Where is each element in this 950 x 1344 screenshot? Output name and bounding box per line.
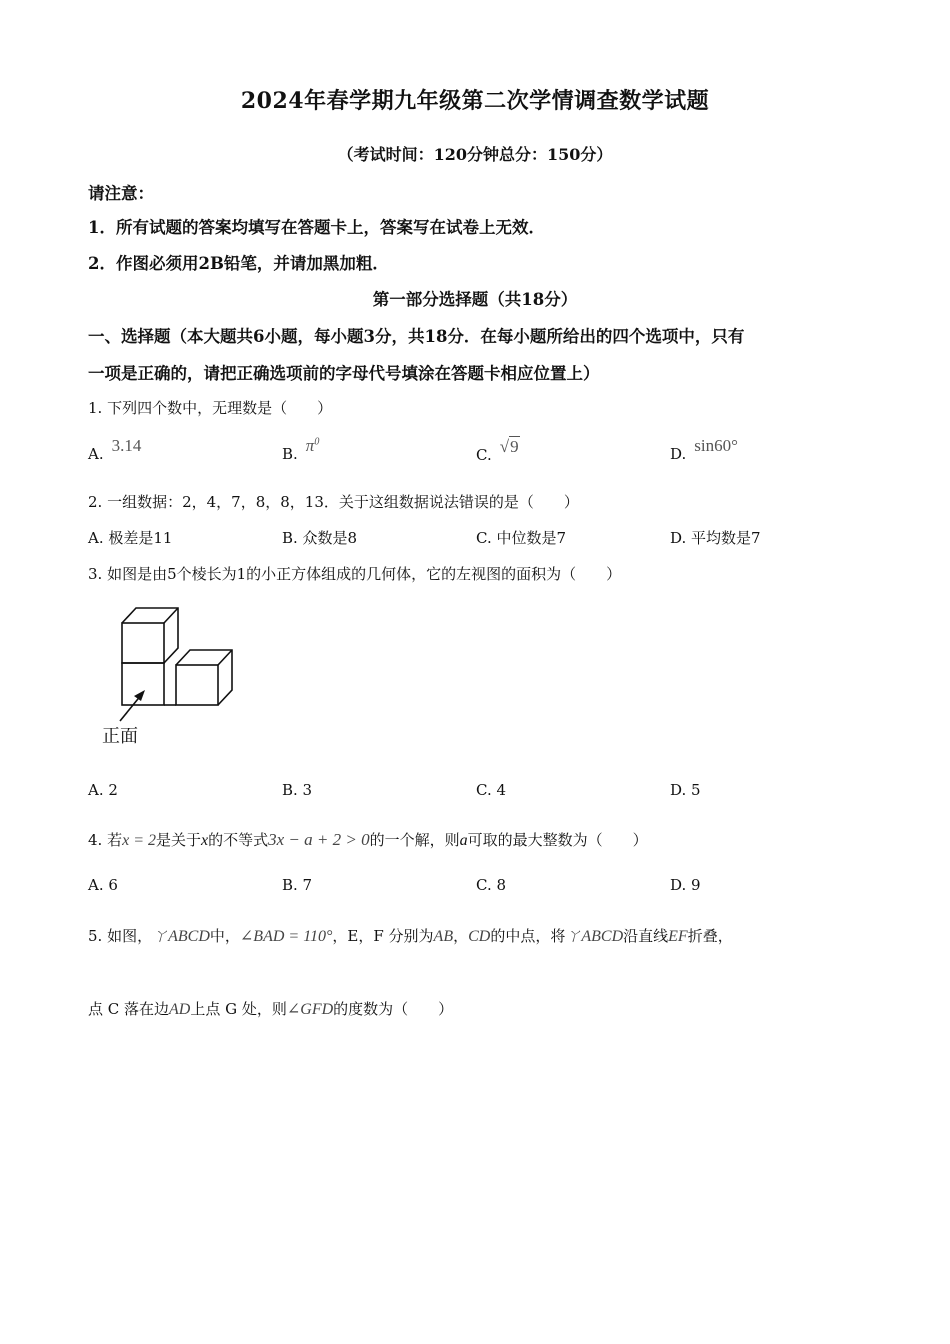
text-segment: 的度数为（ ） <box>333 1000 454 1018</box>
option-label: C. <box>476 446 492 464</box>
part-title: 第一部分选择题（共18分） <box>372 290 578 309</box>
q4-option-a[interactable]: A. 6 <box>88 876 118 894</box>
question-4-stem <box>88 829 648 850</box>
cube-figure <box>90 590 250 755</box>
q4-option-c[interactable]: C. 8 <box>476 876 507 894</box>
question-5-stem-continued <box>88 998 453 1019</box>
pi-symbol: π <box>305 436 315 455</box>
exam-info: （考试时间：120分钟总分：150分） <box>337 145 613 164</box>
math-expression: EF <box>668 928 688 945</box>
q2-option-c[interactable]: C. 中位数是7 <box>476 529 567 547</box>
option-label: D. <box>670 445 687 463</box>
math-expression: ∠GFD <box>286 1001 334 1018</box>
q3-option-d[interactable]: D. 5 <box>670 781 701 799</box>
q3-option-c[interactable]: C. 4 <box>476 781 507 799</box>
math-expression: AB <box>433 928 454 945</box>
text-segment: ， <box>453 927 469 945</box>
option-label: B. <box>282 445 298 463</box>
page-title: 2024年春学期九年级第二次学情调查数学试题 <box>240 88 710 114</box>
math-expression: 3x − a + 2 > 0 <box>268 830 370 849</box>
math-expression: CD <box>468 928 491 945</box>
q4-option-d[interactable]: D. 9 <box>670 876 701 894</box>
q1-option-c[interactable] <box>476 437 520 465</box>
q1-option-d[interactable] <box>670 436 738 464</box>
math-variable: x <box>201 832 209 849</box>
radicand: 9 <box>510 437 519 456</box>
question-5-stem <box>88 923 733 946</box>
math-expression: x = 2 <box>122 832 156 849</box>
text-segment: 是关于 <box>156 831 202 849</box>
q4-option-b[interactable]: B. 7 <box>282 876 313 894</box>
text-segment: 中， <box>209 927 240 945</box>
figure-label: 正面 <box>102 726 138 747</box>
option-label: A. <box>88 445 104 463</box>
option-value: 3.14 <box>111 436 142 455</box>
text-segment: 4. 若 <box>88 831 123 849</box>
text-segment: 5. 如图， <box>88 927 153 945</box>
text-segment: 可取的最大整数为（ ） <box>467 831 648 849</box>
notice-item: 1．所有试题的答案均填写在答题卡上，答案写在试卷上无效． <box>88 218 545 237</box>
math-expression: AD <box>169 1001 191 1018</box>
math-expression: ㄚABCD <box>152 928 210 945</box>
text-segment: 折叠， <box>687 927 733 945</box>
text-segment: 沿直线 <box>623 927 669 945</box>
text-segment: 上点 G 处，则 <box>190 1000 287 1018</box>
notice-item: 2．作图必须用2B铅笔，并请加黑加粗． <box>88 254 389 273</box>
section-instructions: 一项是正确的，请把正确选项前的字母代号填涂在答题卡相应位置上） <box>88 364 600 383</box>
q2-option-b[interactable]: B. 众数是8 <box>282 529 358 547</box>
q2-option-d[interactable]: D. 平均数是7 <box>670 529 761 547</box>
math-expression: ㄚABCD <box>565 928 624 945</box>
text-segment: ，E，F 分别为 <box>332 927 434 945</box>
text-segment: 的不等式 <box>208 831 269 849</box>
exponent: 0 <box>314 436 320 448</box>
q1-option-a[interactable] <box>88 436 142 464</box>
q3-option-b[interactable]: B. 3 <box>282 781 313 799</box>
option-value <box>500 437 520 456</box>
notice-heading: 请注意： <box>88 184 154 203</box>
question-1-stem: 1. 下列四个数中，无理数是（ ） <box>88 399 333 417</box>
text-segment: 的中点，将 <box>490 927 566 945</box>
text-segment: 点 C 落在边 <box>88 1000 170 1018</box>
q3-option-a[interactable]: A. 2 <box>88 781 118 799</box>
question-2-stem: 2. 一组数据：2，4，7，8，8，13．关于这组数据说法错误的是（ ） <box>88 493 579 511</box>
math-variable: a <box>459 832 468 849</box>
q2-option-a[interactable]: A. 极差是11 <box>88 529 173 547</box>
option-value: sin60° <box>694 436 738 455</box>
option-value <box>306 436 320 455</box>
math-expression: ∠BAD = 110° <box>239 928 333 945</box>
sqrt-icon: √ <box>499 437 510 456</box>
section-instructions: 一、选择题（本大题共6小题，每小题3分，共18分．在每小题所给出的四个选项中，只有 <box>88 327 745 346</box>
text-segment: 的一个解，则 <box>369 831 460 849</box>
question-3-stem: 3. 如图是由5个棱长为1的小正方体组成的几何体，它的左视图的面积为（ ） <box>88 565 622 583</box>
q1-option-b[interactable] <box>282 436 320 464</box>
